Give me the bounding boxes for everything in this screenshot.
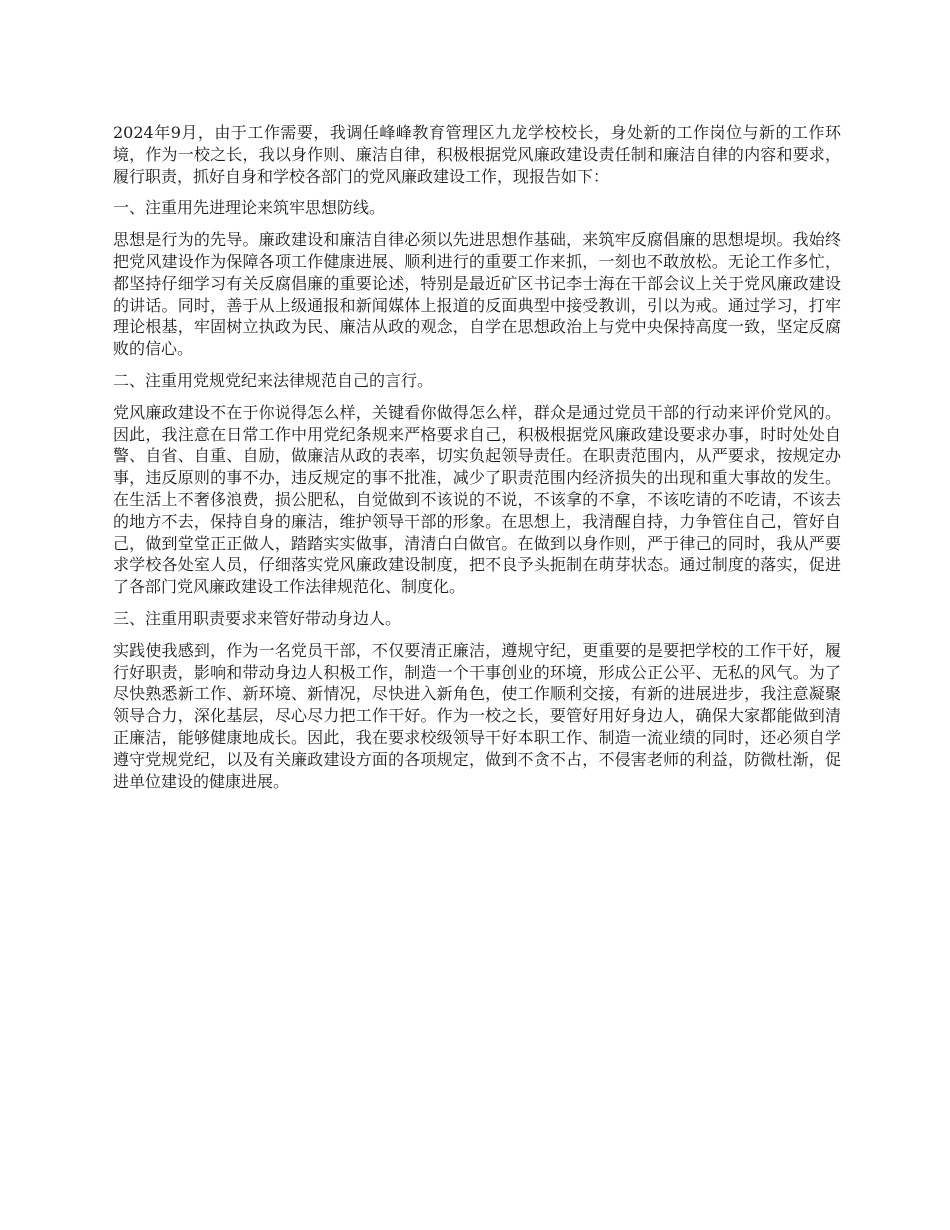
section-body-2: 党风廉政建设不在于你说得怎么样，关键看你做得怎么样，群众是通过党员干部的行动来评价党风的。因此，我注意在日常工作中用党纪条规来严格要求自己，积极根据党风廉政建设要求办事，时时处处自警、自省、自重、自励，做廉洁从政的表率，切实负起领导责任。在职责范围内，从严要求，按规定办事，违反原则的事不办，违反规定的事不批准，减少了职责范围内经济损失的出现和重大事故的发生。在生活上不奢侈浪费，损公肥私，自觉做到不该说的不说，不该拿的不拿，不该吃请的不吃请，不该去的地方不去，保持自身的廉洁，维护领导干部的形象。在思想上，我清醒自持，力争管住自己，管好自己，做到堂堂正正做人，踏踏实实做事，清清白白做官。在做到以身作则，严于律己的同时，我从严要求学校各处室人员，仔细落实党风廉政建设制度，把不良予头扼制在萌芽状态。通过制度的落实，促进了各部门党风廉政建设工作法律规范化、制度化。 (113, 402, 841, 597)
section-heading-2: 二、注重用党规党纪来法律规范自己的言行。 (113, 370, 434, 390)
intro-paragraph: 2024年9月，由于工作需要，我调任峰峰教育管理区九龙学校校长，身处新的工作岗位与新的工作环境，作为一校之长，我以身作则、廉洁自律，积极根据党风廉政建设责任制和廉洁自律的内容和要求，履行职责，抓好自身和学校各部门的党风廉政建设工作，现报告如下： (113, 123, 841, 186)
document-page (113, 122, 841, 802)
section-body-3: 实践使我感到，作为一名党员干部，不仅要清正廉洁，遵规守纪，更重要的是要把学校的工作干好，履行好职责，影响和带动身边人积极工作，制造一个干事创业的环境，形成公正公平、无私的风气。为了尽快熟悉新工作、新环境、新情况，尽快进入新角色，使工作顺利交接，有新的进展进步，我注意凝聚领导合力，深化基层，尽心尽力把工作干好。作为一校之长，要管好用好身边人，确保大家都能做到清正廉洁，能够健康地成长。因此，我在要求校级领导干好本职工作、制造一流业绩的同时，还必须自学遵守党规党纪，以及有关廉政建设方面的各项规定，做到不贪不占，不侵害老师的利益，防微杜渐，促进单位建设的健康进展。 (113, 640, 841, 791)
section-heading-3: 三、注重用职责要求来管好带动身边人。 (113, 608, 402, 628)
section-body-1: 思想是行为的先导。廉政建设和廉洁自律必须以先进思想作基础，来筑牢反腐倡廉的思想堤坝。我始终把党风建设作为保障各项工作健康进展、顺利进行的重要工作来抓，一刻也不敢放松。无论工作多忙，都坚持仔细学习有关反腐倡廉的重要论述，特别是最近矿区书记李士海在干部会议上关于党风廉政建设的讲话。同时，善于从上级通报和新闻媒体上报道的反面典型中接受教训，引以为戒。通过学习，打牢理论根基，牢固树立执政为民、廉洁从政的观念，自学在思想政治上与党中央保持高度一致，坚定反腐败的信心。 (113, 230, 841, 359)
section-heading-1: 一、注重用先进理论来筑牢思想防线。 (113, 198, 386, 218)
